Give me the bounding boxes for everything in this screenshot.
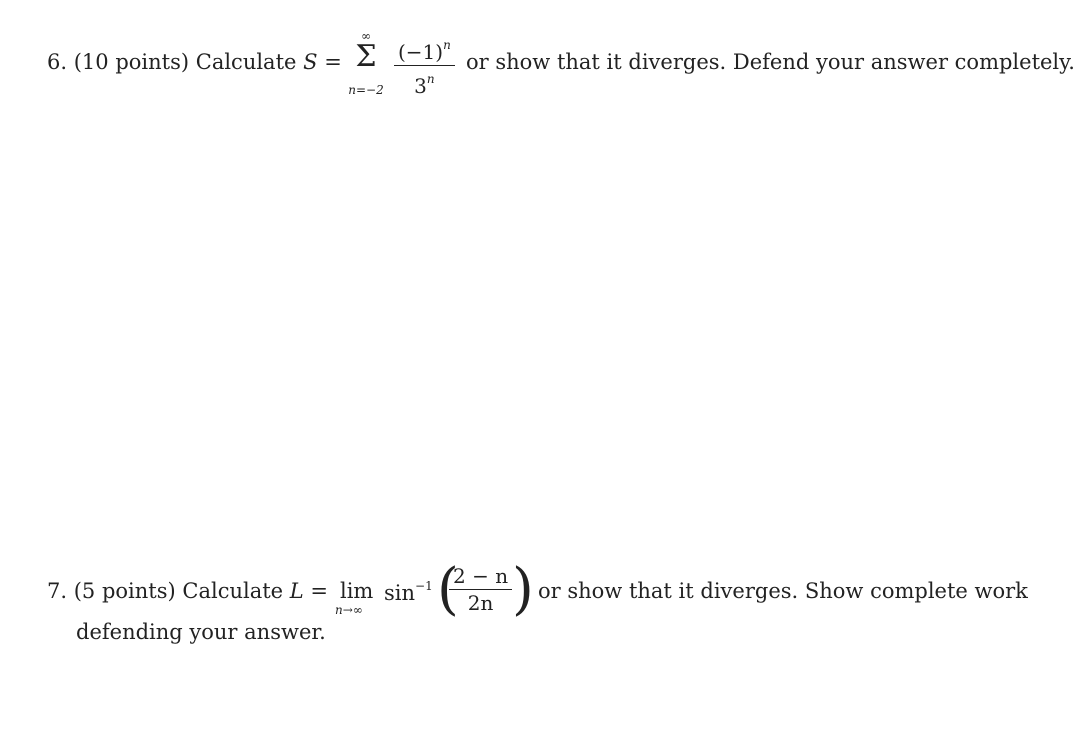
q7-fraction-numerator: 2 − n <box>453 564 509 588</box>
q7-paren-right: ) <box>512 557 534 622</box>
q6-den-exp: n <box>426 72 435 86</box>
q7-lim-sub: n→∞ <box>335 603 363 617</box>
q7-continuation: defending your answer. <box>76 620 326 644</box>
q7-lim: lim <box>340 579 374 603</box>
q7-fraction-bar <box>449 589 512 590</box>
q7-suffix: or show that it diverges. Show complete work <box>538 579 1028 603</box>
q6-sum-upper: ∞ <box>361 29 371 43</box>
q7-func-sup: −1 <box>415 579 433 593</box>
q6-den-base: 3 <box>414 74 427 98</box>
q6-num-exp: n <box>443 38 451 52</box>
q6-fraction <box>394 33 455 98</box>
q7-variable: L <box>289 579 304 603</box>
q7-number: 7. <box>47 579 68 603</box>
q6-points: (10 points) <box>73 50 190 74</box>
q7-calculate-word: Calculate <box>182 579 284 603</box>
q6-num-base: (−1) <box>398 40 444 64</box>
q6-sum-lower: n=−2 <box>348 83 384 97</box>
q7-fraction <box>449 564 512 615</box>
q7-paren-left: ( <box>437 557 459 622</box>
q6-variable: S <box>303 50 318 74</box>
q7-prompt-start <box>47 579 328 603</box>
q6-prompt-start <box>47 50 342 74</box>
q6-summation <box>342 30 390 96</box>
q6-calculate-word: Calculate <box>195 50 297 74</box>
q7-points: (5 points) <box>73 579 176 603</box>
q6-fraction-bar <box>394 65 455 66</box>
q6-equals: = <box>324 50 342 74</box>
q7-func-name: sin <box>384 581 416 605</box>
q6-fraction-denominator <box>394 67 455 98</box>
q7-fraction-denominator: 2n <box>467 591 494 615</box>
q6-suffix: or show that it diverges. Defend your answer completely. <box>466 50 1075 74</box>
q6-fraction-numerator <box>394 33 455 64</box>
sigma-icon: Σ <box>355 39 377 74</box>
q6-number: 6. <box>47 50 68 74</box>
q7-func <box>384 579 433 605</box>
q7-equals: = <box>310 579 329 603</box>
